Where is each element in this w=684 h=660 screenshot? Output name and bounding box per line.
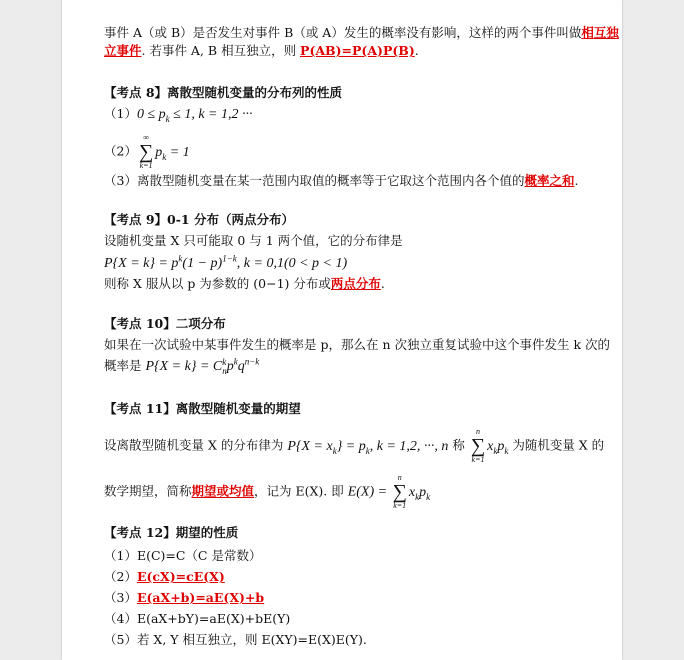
highlight-sum-of-probabilities: 概率之和: [524, 173, 575, 188]
summation-symbol: n ∑ k=1: [392, 473, 407, 510]
k10-line-1: 如果在一次试验中某事件发生的概率是 p，那么在 n 次独立重复试验中这个事件发生 k 次的: [104, 337, 610, 352]
k12-property-2: （2）E(cX)=cE(X): [104, 569, 225, 584]
k12-property-3: （3）E(aX+b)=aE(X)+b: [104, 590, 265, 605]
intro-text-2: . 若事件 A, B 相互独立，则: [141, 43, 301, 58]
highlight-independent-events-cont: 立事件: [104, 43, 142, 58]
k12-property-4: （4）E(aX+bY)=aE(X)+bE(Y): [104, 611, 291, 626]
intro-line-2: 立事件. 若事件 A, B 相互独立，则 P(AB)=P(A)P(B).: [104, 43, 419, 58]
section-title-k11: 【考点 11】离散型随机变量的期望: [104, 401, 301, 416]
highlight-independent-events: 相互独: [581, 25, 619, 40]
k8-property-3: （3）离散型随机变量在某一范围内取值的概率等于它取这个范围内各个值的概率之和.: [104, 173, 579, 188]
section-title-k9: 【考点 9】0-1 分布（两点分布）: [104, 212, 294, 227]
k9-line-1: 设随机变量 X 只可能取 0 与 1 两个值，它的分布律是: [104, 233, 403, 248]
document-page: [62, 0, 622, 660]
summation-symbol: n ∑ k=1: [470, 427, 486, 464]
highlight-property-3: E(aX+b)=aE(X)+b: [136, 590, 265, 605]
k10-line-2: 概率是 P{X = k} = C k n $p^kq^{n-k}$: [104, 356, 260, 376]
highlight-expectation: 期望或均值: [191, 483, 255, 499]
k11-line-2: 数学期望，简称期望或均值，记为 E(X). 即 E(X) = n ∑ k=1 $x_kp_k$: [104, 473, 431, 510]
k8-property-1: $(1)0 \le p_k \le 1$, k = 1,2 ···: [104, 106, 253, 124]
highlight-product-formula: P(AB)=P(A)P(B): [300, 43, 415, 58]
intro-text: 事件 A（或 B）是否发生对事件 B（或 A）发生的概率没有影响，这样的两个事件叫做: [104, 25, 582, 40]
section-title-k12: 【考点 12】期望的性质: [104, 525, 239, 540]
k11-line-1: 设离散型随机变量 X 的分布律为 $P\{X = x_k\} = p_k$, k = 1,2, ···, n 称 n ∑ k=1 $x_kp_k$ 为随机变量 X 的: [104, 427, 605, 464]
summation-symbol: ∞ ∑ k=1: [138, 133, 154, 170]
k9-line-3: 则称 X 服从以 p 为参数的 (0−1) 分布或两点分布.: [104, 276, 385, 291]
section-title-k8: 【考点 8】离散型随机变量的分布列的性质: [104, 85, 343, 100]
k12-property-1: （1）E(C)=C（C 是常数）: [104, 548, 262, 563]
k8-property-2: （2） ∞ ∑ k=1 $p_k = 1$: [104, 133, 190, 170]
intro-line-1: [104, 24, 619, 42]
section-title-k10: 【考点 10】二项分布: [104, 316, 226, 331]
highlight-two-point-distribution: 两点分布: [330, 276, 381, 291]
highlight-property-2: E(cX)=cE(X): [136, 569, 225, 584]
k9-formula: $P\{X = k\} = p^k(1 - p)^{1-k}$, k = 0,1(0 < p < 1): [104, 253, 348, 271]
k12-property-5: （5）若 X, Y 相互独立，则 E(XY)=E(X)E(Y).: [104, 632, 367, 647]
